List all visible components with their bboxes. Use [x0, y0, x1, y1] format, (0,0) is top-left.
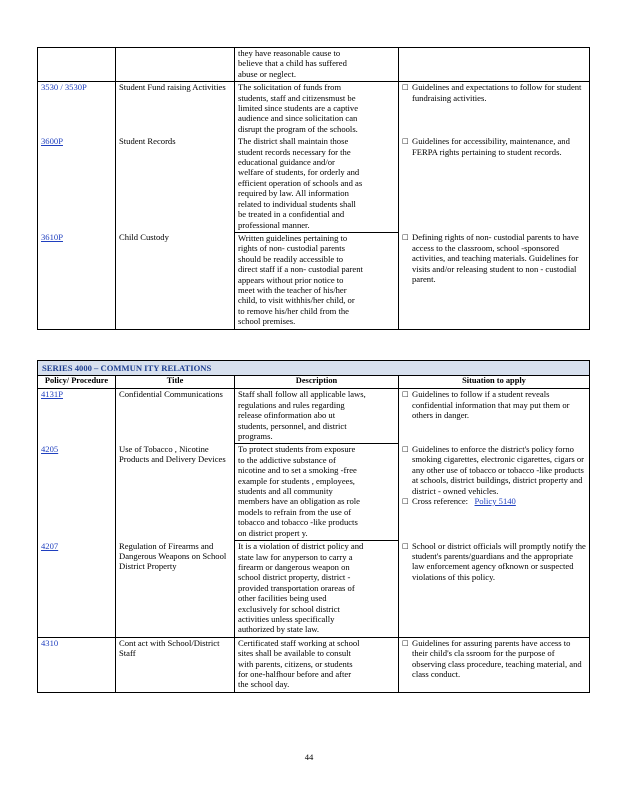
description-cell: [235, 637, 399, 692]
title-cell: [116, 136, 235, 232]
description-line: tobacco and tobacco -like products: [238, 517, 358, 528]
policy-title: Child Custody: [119, 232, 169, 243]
description-line: students, personnel, and district: [238, 420, 347, 431]
description-cell: [235, 136, 399, 232]
title-cell: [116, 48, 235, 82]
cross-reference-label: Cross reference:: [412, 495, 469, 506]
table-row: [38, 232, 590, 329]
description-cell: [235, 48, 399, 82]
description-line: meet with the teacher of his/her: [238, 284, 347, 295]
table-row: [38, 82, 590, 137]
description-line: professional manner.: [238, 219, 310, 230]
description-line: for one-halfhour before and after: [238, 668, 352, 679]
policy-link[interactable]: 4131P: [41, 389, 63, 400]
series-label: SERIES 4000 – COMMUN ITY RELATIONS: [38, 361, 590, 376]
table-row: [38, 444, 590, 541]
policy-title: Use of Tobacco , Nicotine Products and Delivery Devices: [119, 443, 226, 465]
description-line: educational guidance and/or: [238, 157, 335, 168]
checkbox-bullet-icon: □: [402, 390, 409, 399]
description-line: they have reasonable cause to: [238, 48, 341, 58]
continued-policy-table: [37, 47, 590, 330]
description-line: release ofinformation abo ut: [238, 410, 336, 421]
description-line: audience and since solicitation can: [238, 113, 358, 124]
description-line: exclusively for school district: [238, 603, 340, 614]
checkbox-bullet-icon: □: [402, 137, 409, 146]
situation-bullet: □ Guidelines to enforce the district's policy forno smoking cigarettes, electronic cigarettes, cigars or any other use of tobacco or tobacco -like products at schools, district buildings, district property and district - owned vehicles.: [402, 443, 585, 496]
title-cell: [116, 444, 235, 541]
policy-title: Student Records: [119, 136, 176, 147]
description-line: welfare of students, for orderly and: [238, 167, 360, 178]
situation-cell: [399, 444, 590, 541]
description-line: school district property, district -: [238, 572, 351, 583]
table-row: [38, 541, 590, 638]
policy-link[interactable]: 4207: [41, 540, 59, 551]
description-cell: [235, 444, 399, 541]
policy-cell: [38, 444, 116, 541]
description-line: should be readily accessible to: [238, 253, 344, 264]
description-line: be treated in a confidential and: [238, 209, 345, 220]
description-line: to remove his/her child from the: [238, 305, 349, 316]
policy-title: Student Fund raising Activities: [119, 82, 226, 93]
description-line: child, to visit withhis/her child, or: [238, 295, 355, 306]
description-line: student records necessary for the: [238, 146, 351, 157]
description-line: firearm or dangerous weapon on: [238, 561, 350, 572]
title-cell: [116, 232, 235, 329]
description-cell: [235, 389, 399, 444]
title-cell: [116, 82, 235, 137]
title-cell: [116, 637, 235, 692]
policy-link[interactable]: 3600P: [41, 136, 63, 147]
situation-cell: [399, 232, 590, 329]
description-line: to the addictive substance of: [238, 454, 336, 465]
policy-title: Confidential Communications: [119, 389, 223, 400]
situation-bullet: □ Guidelines to follow if a student reveals confidential information that may put them or others in danger.: [402, 389, 570, 421]
series-4000-table: [37, 360, 590, 693]
situation-cell: [399, 82, 590, 137]
description-line: To protect students from exposure: [238, 444, 356, 455]
page-number: 44: [304, 752, 314, 762]
table-row: [38, 389, 590, 444]
situation-bullet: □ Guidelines for assuring parents have access to their child's cla ssroom for the purpose of observing class procedure, teaching material, and class conduct.: [402, 637, 582, 679]
policy-cell: [38, 136, 116, 232]
situation-cell: [399, 389, 590, 444]
policy-cell: [38, 637, 116, 692]
description-line: the school day.: [238, 679, 290, 690]
policy-cell: [38, 82, 116, 137]
description-line: direct staff if a non- custodial parent: [238, 264, 363, 275]
title-cell: [116, 541, 235, 638]
description-line: disrupt the program of the schools.: [238, 123, 358, 134]
column-header-title: Title: [116, 376, 235, 389]
description-cell: [235, 541, 399, 638]
table-row: [38, 637, 590, 692]
situation-cell: [399, 541, 590, 638]
policy-cell: [38, 48, 116, 82]
checkbox-bullet-icon: □: [402, 444, 409, 453]
description-line: on district propert y.: [238, 527, 308, 538]
cross-reference-link[interactable]: Policy 5140: [474, 495, 516, 506]
description-line: students and all community: [238, 486, 333, 497]
situation-cell: [399, 637, 590, 692]
description-line: with parents, citizens, or students: [238, 658, 353, 669]
policy-number: 4310: [41, 637, 59, 648]
description-cell: [235, 232, 399, 329]
cross-reference-bullet: [402, 496, 586, 506]
description-line: related to individual students shall: [238, 198, 356, 209]
checkbox-bullet-icon: □: [402, 638, 409, 647]
description-cell: [235, 82, 399, 137]
policy-title: Regulation of Firearms and Dangerous Weapons on School District Property: [119, 540, 227, 572]
description-line: abuse or neglect.: [238, 68, 296, 79]
situation-bullet: □ School or district officials will promptly notify the student's parents/guardians and the appropriate law enforcement agency ofknown or suspected violations of this policy.: [402, 540, 586, 582]
description-line: sites shall be available to consult: [238, 648, 351, 659]
description-line: Staff shall follow all applicable laws,: [238, 389, 366, 400]
description-line: limited since students are a captive: [238, 103, 359, 114]
description-line: school premises.: [238, 316, 296, 327]
column-header-situation: Situation to apply: [399, 376, 590, 389]
description-line: efficient operation of schools and as: [238, 177, 363, 188]
policy-cell: [38, 541, 116, 638]
policy-cell: [38, 389, 116, 444]
description-line: appears without prior notice to: [238, 274, 344, 285]
description-line: regulations and rules regarding: [238, 399, 345, 410]
policy-title: Cont act with School/District Staff: [119, 637, 220, 659]
series-header-row: [38, 361, 590, 376]
situation-bullet: □ Guidelines and expectations to follow for student fundraising activities.: [402, 82, 582, 103]
description-line: provided transportation orareas of: [238, 582, 355, 593]
policy-link[interactable]: 3610P: [41, 232, 63, 243]
description-line: authorized by state law.: [238, 624, 320, 635]
description-line: The district shall maintain those: [238, 136, 349, 147]
description-line: Written guidelines pertaining to: [238, 232, 348, 243]
column-header-row: [38, 376, 590, 389]
title-cell: [116, 389, 235, 444]
description-line: students, staff and citizensmust be: [238, 92, 356, 103]
situation-cell: [399, 136, 590, 232]
policy-number: 3530 / 3530P: [41, 82, 87, 93]
checkbox-bullet-icon: □: [402, 541, 409, 550]
description-line: programs.: [238, 431, 273, 442]
description-line: models to refrain from the use of: [238, 506, 352, 517]
table-row: [38, 48, 590, 82]
column-header-policy: Policy/ Procedure: [38, 376, 116, 389]
checkbox-bullet-icon: □: [402, 233, 409, 242]
description-line: nicotine and to set a smoking -free: [238, 465, 357, 476]
description-line: believe that a child has suffered: [238, 58, 347, 69]
checkbox-bullet-icon: □: [402, 83, 409, 92]
description-line: members have an obligation as role: [238, 496, 360, 507]
situation-bullet: □ Guidelines for accessibility, maintenance, and FERPA rights pertaining to student records.: [402, 136, 570, 157]
description-line: It is a violation of district policy and: [238, 541, 364, 552]
column-header-description: Description: [235, 376, 399, 389]
policy-link[interactable]: 4205: [41, 443, 59, 454]
description-line: activities unless specifically: [238, 613, 335, 624]
table-row: [38, 136, 590, 232]
policy-cell: [38, 232, 116, 329]
description-line: The solicitation of funds from: [238, 82, 342, 93]
description-line: state law for anyperson to carry a: [238, 551, 353, 562]
description-line: required by law. All information: [238, 188, 349, 199]
description-line: example for students , employees,: [238, 475, 355, 486]
description-line: other facilities being used: [238, 593, 327, 604]
checkbox-bullet-icon: □: [402, 496, 409, 505]
situation-cell: [399, 48, 590, 82]
description-line: Certificated staff working at school: [238, 637, 360, 648]
situation-bullet: □ Defining rights of non- custodial parents to have access to the classroom, school -sponsored activities, and teaching materials. Guidelines for visits and/or releasing student to non - custodial parent.: [402, 232, 579, 285]
description-line: rights of non- custodial parents: [238, 243, 345, 254]
